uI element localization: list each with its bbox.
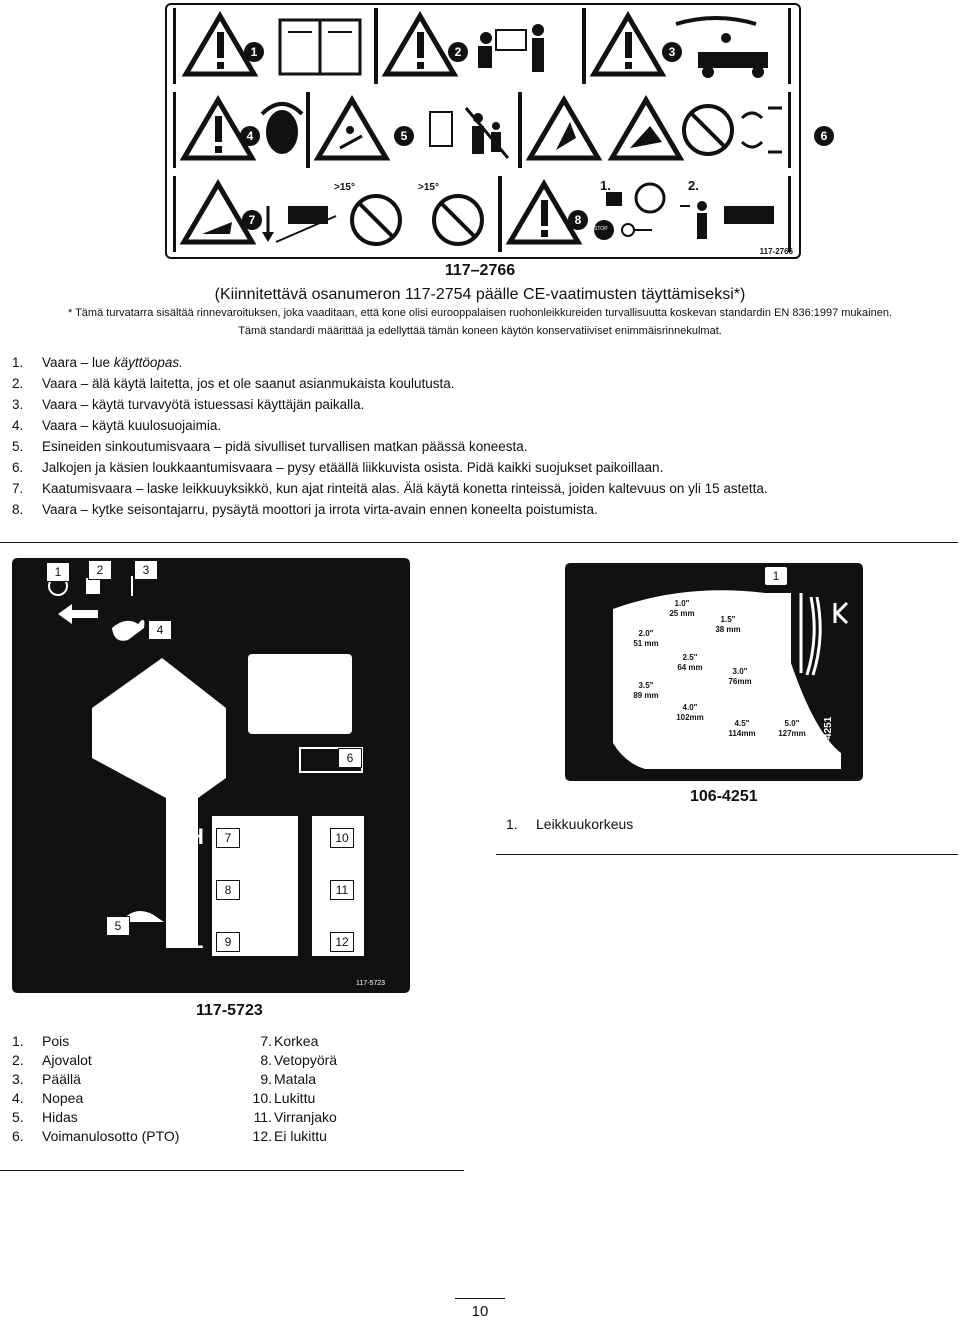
height-of-cut-decal-106-4251 bbox=[565, 563, 863, 781]
decal-row-2 bbox=[173, 92, 828, 168]
warning-triangle-icon bbox=[176, 8, 374, 84]
low-range-label: L bbox=[190, 928, 204, 953]
decal-cell-5 bbox=[310, 92, 518, 168]
panel-number-4: 4 bbox=[148, 620, 172, 640]
list-item: 7. Kaatumisvaara – laske leikkuuyksikkö, kun ajat rinteitä alas. Älä käytä konetta rinteissä, joiden kaltevuus on yli 15 astetta. bbox=[12, 481, 768, 496]
decal-number-7: 7 bbox=[242, 210, 262, 230]
legend-item: 5. Hidas bbox=[12, 1109, 78, 1125]
decal-cell-3 bbox=[586, 8, 788, 84]
training-icon bbox=[378, 8, 582, 84]
decal-number-2: 2 bbox=[448, 42, 468, 62]
warning-list bbox=[12, 352, 768, 520]
panel-number-1: 1 bbox=[46, 562, 70, 582]
decal-code: 117-2766 bbox=[759, 247, 793, 256]
legend-divider bbox=[0, 1170, 464, 1171]
decal-title: 117–2766 bbox=[444, 262, 516, 279]
slope-limit-b: >15° bbox=[418, 182, 439, 193]
hand-injury-icon bbox=[522, 92, 788, 168]
height-4-5: 4.5" 114mm bbox=[728, 719, 756, 738]
footnote-1: * Tämä turvatarra sisältää rinnevaroituksen, joka vaaditaan, että kone olisi eurooppalaisen ruohonleikkureiden turvallisuutta koskevan standardin EN 836:1997 mukainen. bbox=[67, 307, 893, 319]
height-decal-title: 106-4251 bbox=[690, 788, 758, 805]
legend-item: 7. Korkea bbox=[260, 1033, 319, 1049]
panel-number-6: 6 bbox=[338, 748, 362, 768]
decal-cell-2 bbox=[378, 8, 582, 84]
control-panel-decal-117-5723 bbox=[12, 558, 410, 993]
high-range-label: H bbox=[188, 824, 204, 849]
list-item: 2. Vaara – älä käytä laitetta, jos et ole saanut asianmukaista koulutusta. bbox=[12, 376, 455, 391]
height-2-5: 2.5" 64 mm bbox=[677, 653, 703, 672]
panel-number-10: 10 bbox=[330, 828, 354, 848]
section-divider bbox=[0, 542, 958, 543]
panel-legend-left bbox=[12, 1032, 179, 1146]
page-number: 10 bbox=[471, 1303, 489, 1320]
decal-number-6: 6 bbox=[814, 126, 834, 146]
list-item: 3. Vaara – käytä turvavyötä istuessasi käyttäjän paikalla. bbox=[12, 397, 365, 412]
slope-limit-a: >15° bbox=[334, 182, 355, 193]
legend-item: 3. Päällä bbox=[12, 1071, 81, 1087]
height-divider bbox=[496, 854, 958, 855]
height-1-5: 1.5" 38 mm bbox=[715, 615, 741, 634]
decal-number-5: 5 bbox=[394, 126, 414, 146]
list-item: 8. Vaara – kytke seisontajarru, pysäytä moottori ja irrota virta-avain ennen koneelta poistumista. bbox=[12, 502, 598, 517]
panel-shape bbox=[12, 558, 410, 993]
safety-decal-117-2766 bbox=[165, 3, 828, 259]
panel-title: 117-5723 bbox=[196, 1002, 263, 1019]
panel-legend-right bbox=[232, 1032, 337, 1146]
legend-item: 12. Ei lukittu bbox=[252, 1128, 327, 1144]
height-4-0: 4.0" 102mm bbox=[676, 703, 704, 722]
thrown-objects-icon bbox=[310, 92, 518, 168]
decal-cell-7 bbox=[176, 176, 498, 252]
panel-number-9: 9 bbox=[216, 932, 240, 952]
list-item: 1. Vaara – lue käyttöopas. bbox=[12, 355, 183, 370]
page-number-rule bbox=[455, 1298, 505, 1299]
height-legend: 1. Leikkuukorkeus bbox=[506, 816, 634, 832]
panel-number-12: 12 bbox=[330, 932, 354, 952]
legend-item: 9. Matala bbox=[260, 1071, 317, 1087]
panel-number-5: 5 bbox=[106, 916, 130, 936]
decal-number-8: 8 bbox=[568, 210, 588, 230]
height-decal-code: 106-4251 bbox=[823, 716, 834, 759]
decal-subtitle: (Kiinnitettävä osanumeron 117-2754 päälle CE-vaatimusten täyttämiseksi*) bbox=[214, 286, 746, 303]
decal-row-1 bbox=[173, 8, 791, 84]
decal-number-3: 3 bbox=[662, 42, 682, 62]
panel-code: 117-5723 bbox=[356, 980, 386, 987]
height-number-1: 1 bbox=[765, 567, 787, 585]
legend-item: 10. Lukittu bbox=[252, 1090, 316, 1106]
legend-item: 1. Pois bbox=[12, 1033, 70, 1049]
list-item: 5. Esineiden sinkoutumisvaara – pidä sivulliset turvallisen matkan päässä koneesta. bbox=[12, 439, 528, 454]
parking-brake-icon bbox=[502, 176, 788, 252]
legend-item: 6. Voimanulosotto (PTO) bbox=[12, 1128, 180, 1144]
decal-cell-6 bbox=[522, 92, 828, 168]
footnote-2: Tämä standardi määrittää ja edellyttää tämän koneen käytön konservatiiviset enimmäisrinnekulmat. bbox=[238, 325, 722, 337]
legend-item: 11. Virranjako bbox=[253, 1109, 337, 1125]
decal-row-3 bbox=[173, 176, 791, 252]
panel-number-11: 11 bbox=[330, 880, 354, 900]
height-3-0: 3.0" 76mm bbox=[728, 667, 752, 686]
legend-item: 4. Nopea bbox=[12, 1090, 84, 1106]
step-2-label: 2. bbox=[688, 178, 699, 193]
height-1-0: 1.0" 25 mm bbox=[669, 599, 695, 618]
height-3-5: 3.5" 89 mm bbox=[633, 681, 659, 700]
panel-number-7: 7 bbox=[216, 828, 240, 848]
height-2-0: 2.0" 51 mm bbox=[633, 629, 659, 648]
decal-number-4: 4 bbox=[240, 126, 260, 146]
height-panel-shape bbox=[565, 563, 863, 781]
list-item: 6. Jalkojen ja käsien loukkaantumisvaara – pysy etäällä liikkuvista osista. Pidä kaikki suojukset paikoillaan. bbox=[12, 460, 664, 475]
seat-belt-icon bbox=[586, 8, 788, 84]
legend-item: 2. Ajovalot bbox=[12, 1052, 92, 1068]
list-item: 4. Vaara – käytä kuulosuojaimia. bbox=[12, 418, 222, 433]
decal-cell-4 bbox=[176, 92, 306, 168]
height-5-0: 5.0" 127mm bbox=[778, 719, 806, 738]
decal-cell-8 bbox=[502, 176, 788, 252]
stop-label: STOP bbox=[594, 226, 608, 232]
panel-number-2: 2 bbox=[88, 560, 112, 580]
decal-number-1: 1 bbox=[244, 42, 264, 62]
legend-item: 8. Vetopyörä bbox=[260, 1052, 338, 1068]
panel-number-3: 3 bbox=[134, 560, 158, 580]
panel-number-8: 8 bbox=[216, 880, 240, 900]
decal-cell-1 bbox=[176, 8, 374, 84]
step-1-label: 1. bbox=[600, 178, 611, 193]
